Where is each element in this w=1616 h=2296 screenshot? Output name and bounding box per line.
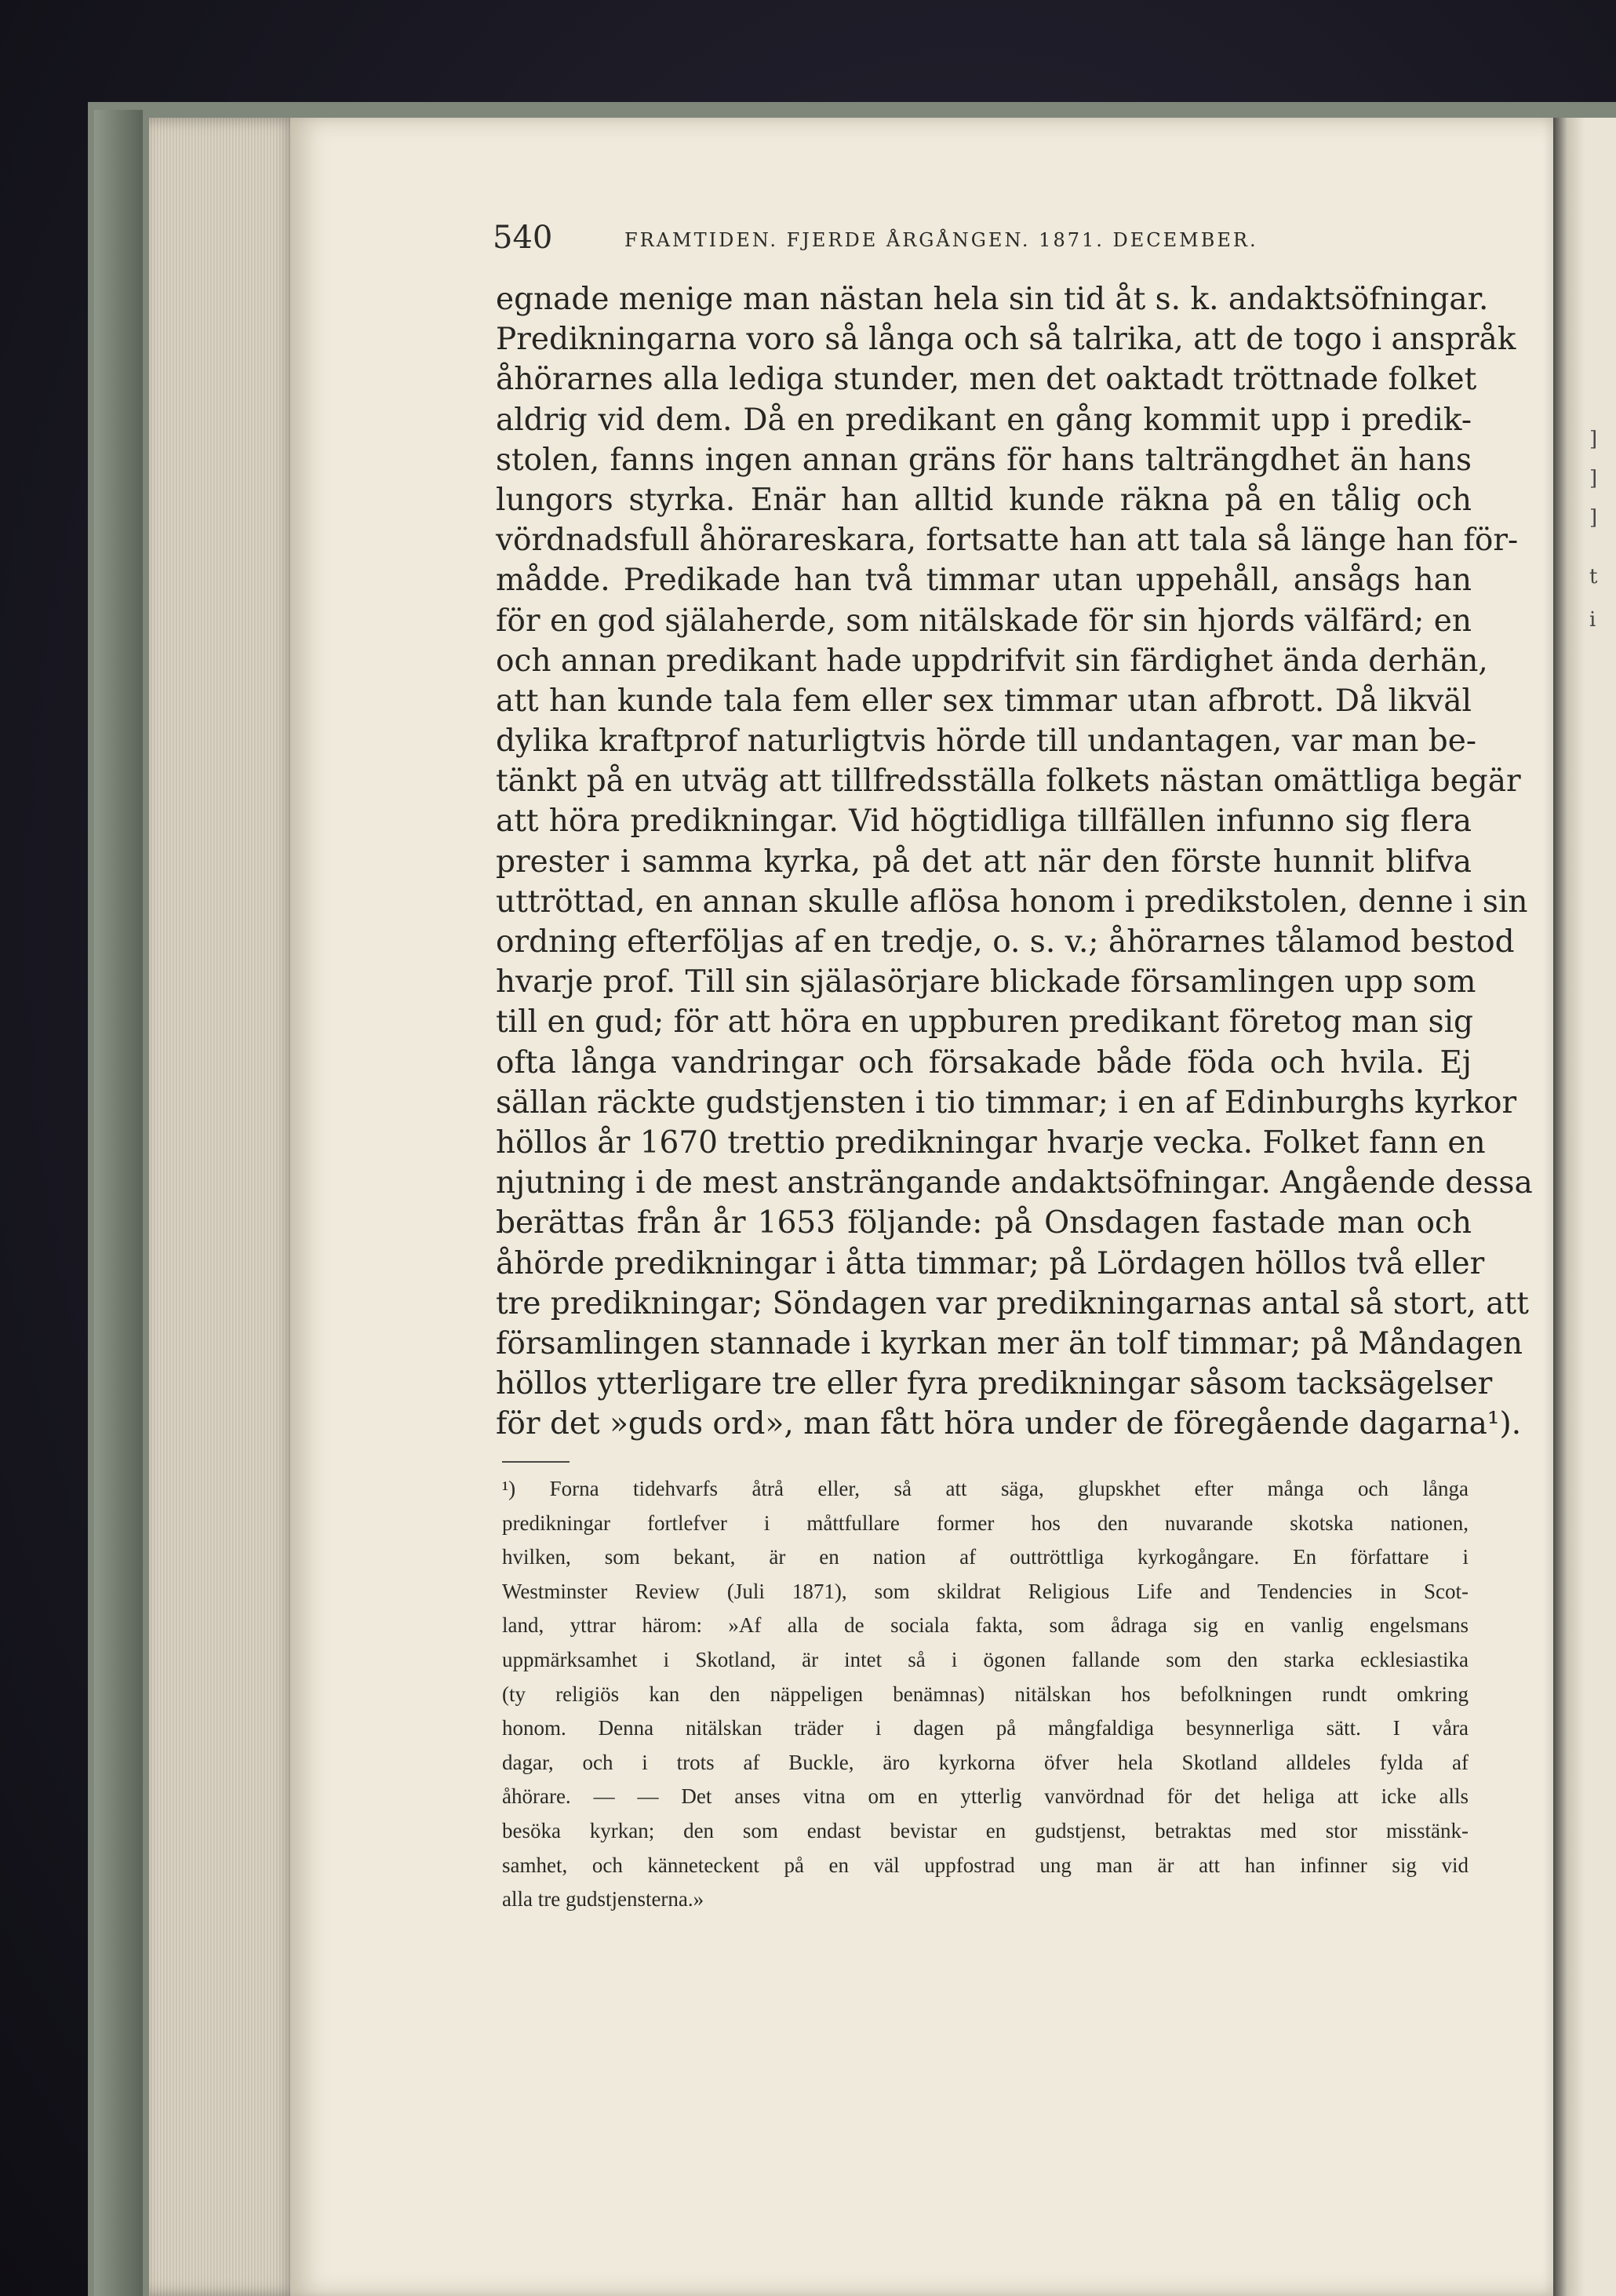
page-number: 540	[493, 220, 553, 256]
text-line: Predikningarna voro så långa och så talrika, att de togo i anspråk	[496, 322, 1516, 358]
text-line: höllos ytterligare tre eller fyra predikningar såsom tacksägelser	[496, 1366, 1493, 1402]
text-line: tre predikningar; Söndagen var predikningarnas antal så stort, att	[496, 1285, 1529, 1321]
text-line: att höra predikningar. Vid högtidliga tillfällen infunno sig flera	[496, 804, 1472, 840]
margin-glyph: ]	[1589, 506, 1598, 530]
footnote-line: dagar, och i trots af Buckle, äro kyrkorna öfver hela Skotland alldeles fylda af	[502, 1750, 1469, 1774]
footnote-line: ¹) Forna tidehvarfs åtrå eller, så att säga, glupskhet efter många och långa	[502, 1477, 1469, 1500]
text-line: tänkt på en utväg att tillfredsställa folkets nästan omättliga begär	[496, 764, 1521, 800]
margin-glyph: ]	[1589, 428, 1598, 451]
text-line: njutning i de mest ansträngande andaktsöfningar. Angående dessa	[496, 1165, 1533, 1201]
book-cover-edge	[94, 110, 143, 2296]
text-line: att han kunde tala fem eller sex timmar utan afbrott. Då likväl	[496, 683, 1472, 719]
footnote-line: uppmärksamhet i Skotland, är intet så i ögonen fallande som den starka ecklesiastika	[502, 1647, 1469, 1671]
footnote-line: predikningar fortlefver i måttfullare former hos den nuvarande skotska nationen,	[502, 1511, 1469, 1535]
footnote-line: (ty religiös kan den näppeligen benämnas) nitälskan hos befolkningen rundt omkring	[502, 1682, 1469, 1706]
footnote-rule	[502, 1461, 570, 1463]
text-line: mådde. Predikade han två timmar utan uppehåll, ansågs han	[496, 563, 1472, 599]
text-line: lungors styrka. Enär han alltid kunde räkna på en tålig och	[496, 482, 1472, 518]
footnote-line: hvilken, som bekant, är en nation af outtröttliga kyrkogångare. En författare i	[502, 1545, 1469, 1569]
text-line: församlingen stannade i kyrkan mer än tolf timmar; på Måndagen	[496, 1325, 1523, 1361]
footnote-line: Westminster Review (Juli 1871), som skildrat Religious Life and Tendencies in Scot-	[502, 1579, 1469, 1603]
text-line: dylika kraftprof naturligtvis hörde till undantagen, var man be-	[496, 723, 1476, 760]
footnote-line: alla tre gudstjensterna.»	[502, 1887, 704, 1912]
footnote	[502, 1472, 1469, 1917]
margin-glyph: t	[1589, 565, 1598, 589]
text-line: stolen, fanns ingen annan gräns för hans talträngdhet än hans	[496, 442, 1472, 478]
margin-glyph: ]	[1589, 467, 1598, 490]
text-line: hvarje prof. Till sin själasörjare blickade församlingen upp som	[496, 964, 1476, 1000]
text-line: åhörarnes alla lediga stunder, men det oaktadt tröttnade folket	[496, 362, 1477, 398]
text-line: prester i samma kyrka, på det att när den förste hunnit blifva	[496, 844, 1472, 880]
footnote-line: samhet, och känneteckent på en väl uppfostrad ung man är att han infinner sig vid	[502, 1853, 1469, 1877]
running-head	[493, 220, 1434, 259]
text-line: vördnadsfull åhörareskara, fortsatte han att tala så länge han för-	[496, 523, 1519, 559]
margin-glyph: i	[1589, 608, 1596, 632]
next-page-edge	[1553, 118, 1616, 2296]
text-line: åhörde predikningar i åtta timmar; på Lördagen höllos två eller	[496, 1245, 1485, 1281]
text-line: sällan räckte gudstjensten i tio timmar; i en af Edinburghs kyrkor	[496, 1084, 1517, 1121]
running-title: FRAMTIDEN. FJERDE ÅRGÅNGEN. 1871. DECEMBER.	[624, 229, 1258, 251]
footnote-line: land, yttrar härom: »Af alla de sociala fakta, som ådraga sig en vanlig engelsmans	[502, 1613, 1469, 1638]
footnote-line: honom. Denna nitälskan träder i dagen på mångfaldiga besynnerliga sätt. I våra	[502, 1716, 1469, 1740]
text-line: till en gud; för att höra en uppburen predikant företog man sig	[496, 1004, 1474, 1040]
text-line: ofta långa vandringar och försakade både föda och hvila. Ej	[496, 1044, 1472, 1081]
footnote-line: åhörare. — — Det anses vitna om en ytterlig vanvördnad för det heliga att icke alls	[502, 1784, 1469, 1809]
text-line: och annan predikant hade uppdrifvit sin färdighet ända derhän,	[496, 643, 1488, 679]
text-line: ordning efterföljas af en tredje, o. s. v.; åhörarnes tålamod bestod	[496, 924, 1515, 960]
text-line: egnade menige man nästan hela sin tid åt s. k. andaktsöfningar.	[496, 282, 1489, 317]
text-line: för det »guds ord», man fått höra under de föregående dagarna¹).	[496, 1406, 1522, 1442]
footnote-line: besöka kyrkan; den som endast bevistar en gudstjenst, betraktas med stor misstänk-	[502, 1818, 1469, 1842]
text-line: uttröttad, en annan skulle aflösa honom i predikstolen, denne i sin	[496, 884, 1528, 920]
text-line: höllos år 1670 trettio predikningar hvarje vecka. Folket fann en	[496, 1124, 1486, 1161]
page-edges	[149, 118, 298, 2296]
body-text	[496, 279, 1533, 1444]
text-line: berättas från år 1653 följande: på Onsdagen fastade man och	[496, 1205, 1472, 1241]
text-line: aldrig vid dem. Då en predikant en gång kommit upp i predik-	[496, 402, 1472, 438]
text-line: för en god själaherde, som nitälskade för sin hjords välfärd; en	[496, 603, 1472, 639]
